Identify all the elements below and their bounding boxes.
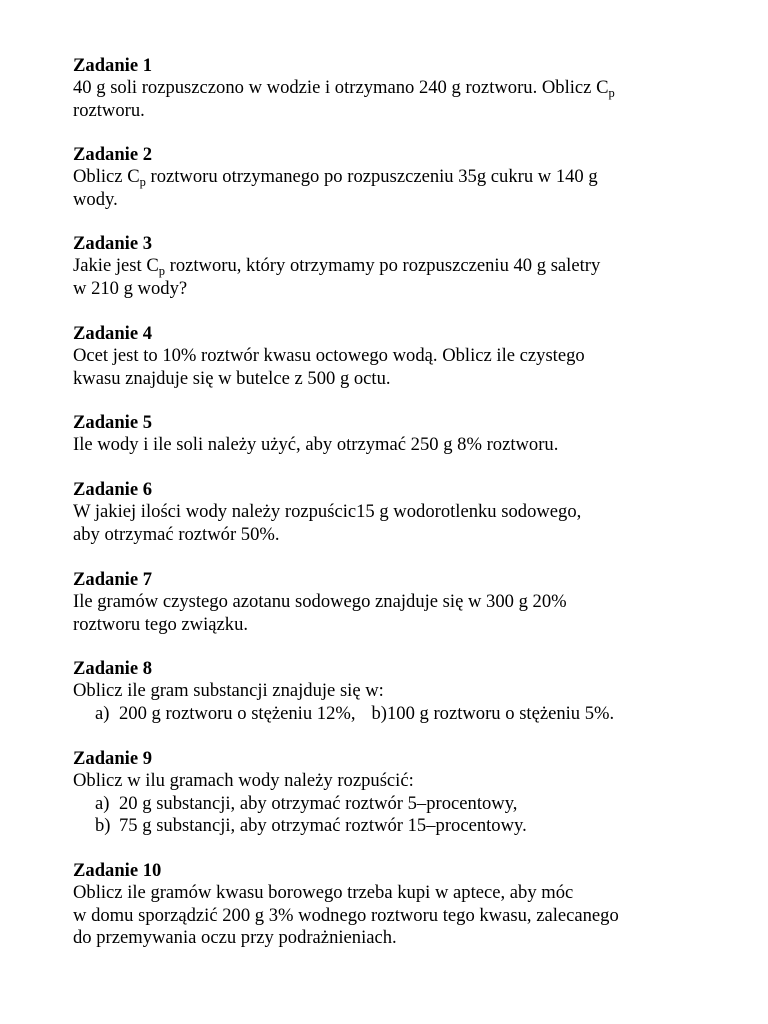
item-label: a) (95, 702, 110, 724)
task-title: Zadanie 2 (73, 144, 153, 165)
task-text-line: W jakiej ilości wody należy rozpuścic15 g wodorotlenku sodowego, (73, 501, 582, 523)
task-8 (73, 658, 614, 725)
task-text-line: do przemywania oczu przy podrażnieniach. (73, 927, 397, 949)
subscript: p (608, 86, 615, 101)
list-item: a) 200 g roztworu o stężeniu 12%, b)100 g roztworu o stężeniu 5%. (95, 702, 615, 724)
task-text-line: w 210 g wody? (73, 277, 188, 299)
task-9 (73, 748, 527, 838)
task-title: Zadanie 1 (73, 55, 153, 76)
task-text-line: aby otrzymać roztwór 50%. (73, 523, 280, 545)
task-6 (73, 479, 581, 546)
task-text-line: Oblicz ile gram substancji znajduje się w: (73, 680, 384, 702)
list-item: b) 75 g substancji, aby otrzymać roztwór 15–procentowy. (95, 815, 527, 837)
task-title: Zadanie 4 (73, 323, 153, 344)
task-title: Zadanie 7 (73, 569, 153, 590)
task-title: Zadanie 10 (73, 860, 162, 881)
task-title: Zadanie 9 (73, 748, 153, 769)
task-10 (73, 860, 619, 950)
task-text-line: w domu sporządzić 200 g 3% wodnego roztworu tego kwasu, zalecanego (73, 904, 619, 926)
task-4 (73, 323, 585, 390)
item-extra: b)100 g roztworu o stężeniu 5%. (371, 702, 615, 724)
task-5 (73, 412, 558, 457)
task-1 (73, 55, 615, 122)
subscript: p (139, 175, 146, 190)
task-title: Zadanie 6 (73, 479, 153, 500)
task-text-line: Ocet jest to 10% roztwór kwasu octowego wodą. Oblicz ile czystego (73, 345, 585, 367)
task-7 (73, 569, 567, 636)
task-text-line: Ile wody i ile soli należy użyć, aby otrzymać 250 g 8% roztworu. (73, 434, 559, 456)
task-text-line: Jakie jest $C_p$ roztworu, który otrzymamy po rozpuszczeniu 40 g saletry (73, 255, 601, 279)
task-2 (73, 144, 598, 211)
task-title: Zadanie 8 (73, 658, 153, 679)
subscript: p (158, 264, 165, 279)
task-text-line: roztworu. (73, 99, 145, 121)
item-label: b) (95, 815, 111, 837)
task-text-line: Ile gramów czystego azotanu sodowego znajduje się w 300 g 20% (73, 591, 567, 613)
task-text-line: Oblicz ile gramów kwasu borowego trzeba kupi w aptece, aby móc (73, 882, 574, 904)
task-text-line: Oblicz w ilu gramach wody należy rozpuścić: (73, 770, 414, 792)
task-title: Zadanie 3 (73, 233, 153, 254)
task-text-line: Oblicz $C_p$ roztworu otrzymanego po rozpuszczeniu 35g cukru w 140 g (73, 166, 598, 190)
task-text-line: wody. (73, 188, 118, 210)
item-label: a) (95, 792, 110, 814)
task-3 (73, 233, 600, 300)
task-text-line: 40 g soli rozpuszczono w wodzie i otrzymano 240 g roztworu. Oblicz $C_p$ (73, 77, 615, 101)
task-text-line: kwasu znajduje się w butelce z 500 g octu. (73, 367, 391, 389)
list-item: a) 20 g substancji, aby otrzymać roztwór 5–procentowy, (95, 792, 518, 814)
task-title: Zadanie 5 (73, 412, 153, 433)
task-text-line: roztworu tego związku. (73, 613, 249, 635)
